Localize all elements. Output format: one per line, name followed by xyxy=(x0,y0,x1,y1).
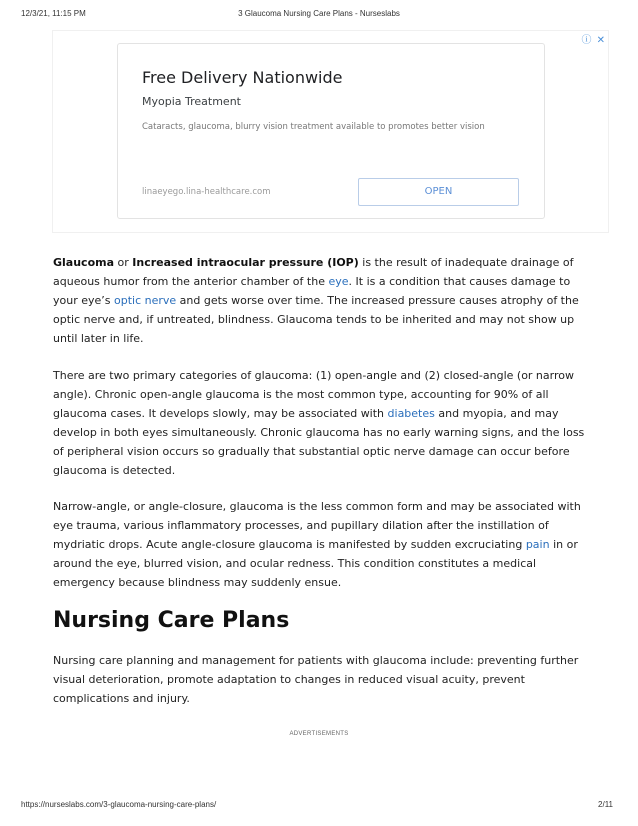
link-diabetes[interactable]: diabetes xyxy=(387,407,435,420)
paragraph-categories xyxy=(53,366,593,480)
link-eye[interactable]: eye xyxy=(328,275,349,288)
print-footer xyxy=(0,800,638,812)
print-page-title: 3 Glaucoma Nursing Care Plans - Nurseslabs xyxy=(238,9,400,18)
section-heading: Nursing Care Plans xyxy=(53,608,290,633)
paragraph-intro xyxy=(53,253,593,348)
print-datetime: 12/3/21, 11:15 PM xyxy=(21,9,86,18)
print-url: https://nurseslabs.com/3-glaucoma-nursing-care-plans/ xyxy=(21,800,217,809)
print-page-number: 2/11 xyxy=(598,800,613,809)
text-span: and gets worse over time. The increased pressure causes atrophy of the optic nerve and, if untreated, blindness. Glaucoma tends to be inherited and may not show up until later in life. xyxy=(53,294,579,345)
ad-choices-close-icon[interactable]: ⓘ ✕ xyxy=(581,35,606,46)
text-span: There are two primary categories of glaucoma: (1) open-angle and (2) closed-angle (or narrow angle). Chronic open-angle glaucoma is the most common type, accounting for 90% of all glaucoma cases. It develops slowly, may be associated with xyxy=(53,369,574,420)
text-span: or xyxy=(114,256,133,269)
print-header xyxy=(0,9,638,21)
advertisements-label: ADVERTISEMENTS xyxy=(289,731,349,737)
text-span: in or around the eye, blurred vision, and ocular redness. This condition constitutes a medical emergency because blindness may suddenly ensue. xyxy=(53,538,578,589)
term-iop: Increased intraocular pressure (IOP) xyxy=(132,256,359,269)
text-span: Narrow-angle, or angle-closure, glaucoma is the less common form and may be associated with eye trauma, various inflammatory processes, and pupillary dilation after the instillation of mydriatic drops. Acute angle-closure glaucoma is manifested by sudden excruciating xyxy=(53,500,581,551)
link-pain[interactable]: pain xyxy=(525,538,550,551)
ad-domain[interactable]: linaeyego.lina-healthcare.com xyxy=(142,187,271,197)
ad-description: Cataracts, glaucoma, blurry vision treatment available to promotes better vision xyxy=(142,122,485,132)
paragraph-angle-closure xyxy=(53,497,593,592)
link-optic-nerve[interactable]: optic nerve xyxy=(114,294,177,307)
ad-card[interactable] xyxy=(117,43,545,219)
term-glaucoma: Glaucoma xyxy=(53,256,115,269)
text-span: . It is a condition that causes damage to your eye’s xyxy=(53,275,571,307)
ad-open-button[interactable]: OPEN xyxy=(358,178,519,206)
ad-headline[interactable]: Free Delivery Nationwide xyxy=(142,68,343,87)
text-span: and myopia, and may develop in both eyes simultaneously. Chronic glaucoma has no early warning signs, and the loss of peripheral vision occurs so gradually that substantial optic nerve damage can occur before glaucoma is detected. xyxy=(53,407,585,477)
ad-subheadline: Myopia Treatment xyxy=(142,95,241,108)
paragraph-care-planning: Nursing care planning and management for patients with glaucoma include: preventing further visual deterioration, promote adaptation to changes in reduced visual acuity, prevent complications and injury. xyxy=(53,654,579,705)
text-span: is the result of inadequate drainage of aqueous humor from the anterior chamber of the xyxy=(53,256,574,288)
